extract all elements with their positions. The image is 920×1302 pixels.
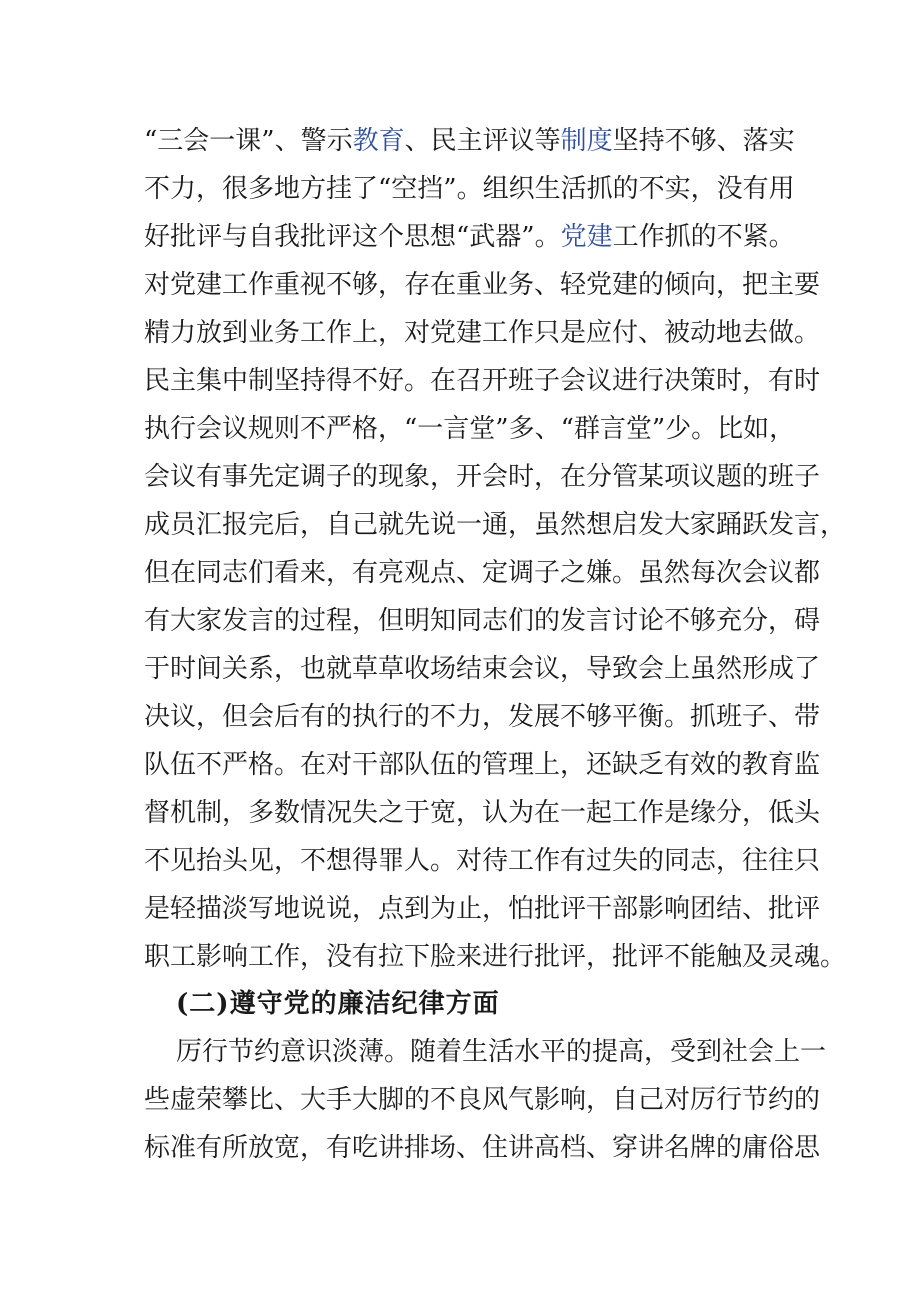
text-line <box>144 363 821 399</box>
keyword-link[interactable]: 教育 <box>352 126 405 156</box>
line-text: 不力，很多地方挂了“空挡”。组织生活抓的不实，没有用 <box>144 174 795 204</box>
line-text: 督机制，多数情况失之于宽，认为在一起工作是缘分，低头 <box>144 798 821 828</box>
text-line <box>144 939 847 975</box>
line-text: 是轻描淡写地说说，点到为止，怕批评干部影响团结、批评 <box>144 894 821 924</box>
keyword-link[interactable]: 党建 <box>560 222 613 252</box>
text-line <box>144 651 821 687</box>
text-line <box>144 747 821 783</box>
text-line <box>144 555 821 591</box>
line-text: 会议有事先定调子的现象，开会时，在分管某项议题的班子 <box>144 462 821 492</box>
text-line <box>144 411 796 447</box>
text-line <box>144 699 821 735</box>
line-text: 、民主评议等 <box>404 126 561 156</box>
line-text: 但在同志们看来，有亮观点、定调子之嫌。虽然每次会议都 <box>144 558 821 588</box>
line-text: 坚持不够、落实 <box>612 126 795 156</box>
text-line <box>144 891 821 927</box>
text-line <box>144 507 847 543</box>
line-text: 决议，但会后有的执行的不力，发展不够平衡。抓班子、带 <box>144 702 821 732</box>
line-text: 执行会议规则不严格，“一言堂”多、“群言堂”少。比如， <box>144 414 796 444</box>
text-line <box>144 171 795 207</box>
line-text: 好批评与自我批评这个思想“武器”。 <box>144 222 561 252</box>
line-text: 对党建工作重视不够，存在重业务、轻党建的倾向，把主要 <box>144 270 821 300</box>
line-text: 民主集中制坚持得不好。在召开班子会议进行决策时，有时 <box>144 366 821 396</box>
text-line <box>144 459 821 495</box>
text-line <box>144 219 795 255</box>
text-line <box>144 843 821 879</box>
text-line <box>144 315 821 351</box>
line-text: 于时间关系，也就草草收场结束会议，导致会上虽然形成了 <box>144 654 821 684</box>
line-text: 精力放到业务工作上，对党建工作只是应付、被动地去做。 <box>144 318 821 348</box>
text-line: 标准有所放宽，有吃讲排场、住讲高档、穿讲名牌的庸俗思 <box>144 1133 821 1163</box>
line-text: 不见抬头见，不想得罪人。对待工作有过失的同志，往往只 <box>144 846 821 876</box>
line-text: 队伍不严格。在对干部队伍的管理上，还缺乏有效的教育监 <box>144 750 821 780</box>
text-line <box>144 603 821 639</box>
section-heading: (二)遵守党的廉洁纪律方面 <box>176 989 500 1019</box>
text-line <box>144 795 821 831</box>
line-text: 成员汇报完后，自己就先说一通，虽然想启发大家踊跃发言， <box>144 510 847 540</box>
line-text: 工作抓的不紧。 <box>612 222 795 252</box>
text-line <box>144 267 821 303</box>
text-line <box>144 123 795 159</box>
text-line: 些虚荣攀比、大手大脚的不良风气影响，自己对厉行节约的 <box>144 1085 821 1115</box>
keyword-link[interactable]: 制度 <box>560 126 613 156</box>
line-text: 有大家发言的过程，但明知同志们的发言讨论不够充分，碍 <box>144 606 821 636</box>
text-line: 厉行节约意识淡薄。随着生活水平的提高，受到社会上一 <box>176 1037 827 1067</box>
line-text: 职工影响工作，没有拉下脸来进行批评，批评不能触及灵魂。 <box>144 942 847 972</box>
line-text: “三会一课”、警示 <box>144 126 353 156</box>
